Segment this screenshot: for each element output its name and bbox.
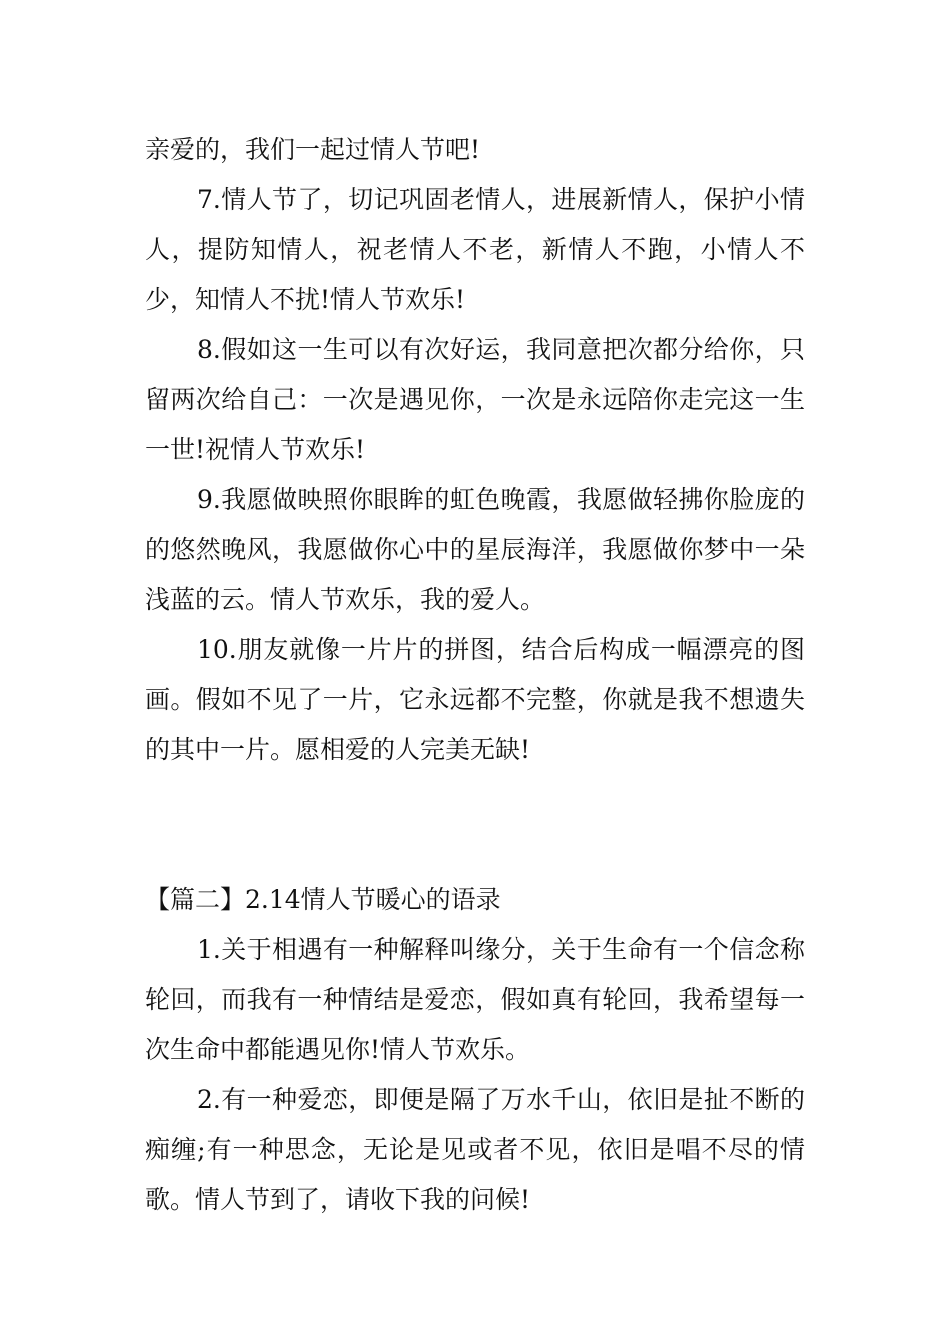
section-two — [145, 875, 805, 1225]
section-one — [145, 125, 805, 775]
paragraph-item-7: 7.情人节了，切记巩固老情人，进展新情人，保护小情人，提防知情人，祝老情人不老，新情人不跑，小情人不少，知情人不扰!情人节欢乐! — [145, 185, 805, 314]
paragraph-continuation: 亲爱的，我们一起过情人节吧! — [145, 135, 481, 164]
paragraph-item-9: 9.我愿做映照你眼眸的虹色晚霞，我愿做轻拂你脸庞的的悠然晚风，我愿做你心中的星辰海洋，我愿做你梦中一朵浅蓝的云。情人节欢乐，我的爱人。 — [145, 485, 805, 614]
section-heading: 【篇二】2.14情人节暖心的语录 — [145, 885, 501, 914]
paragraph-item-1: 1.关于相遇有一种解释叫缘分，关于生命有一个信念称轮回，而我有一种情结是爱恋，假如真有轮回，我希望每一次生命中都能遇见你!情人节欢乐。 — [145, 935, 805, 1064]
section-spacer — [145, 775, 805, 875]
document-page — [145, 125, 805, 1225]
paragraph-item-10: 10.朋友就像一片片的拼图，结合后构成一幅漂亮的图画。假如不见了一片，它永远都不完整，你就是我不想遗失的其中一片。愿相爱的人完美无缺! — [145, 635, 805, 764]
paragraph-item-2: 2.有一种爱恋，即便是隔了万水千山，依旧是扯不断的痴缠;有一种思念，无论是见或者不见，依旧是唱不尽的情歌。情人节到了，请收下我的问候! — [145, 1085, 805, 1214]
paragraph-item-8: 8.假如这一生可以有次好运，我同意把次都分给你，只留两次给自己：一次是遇见你，一次是永远陪你走完这一生一世!祝情人节欢乐! — [145, 335, 805, 464]
